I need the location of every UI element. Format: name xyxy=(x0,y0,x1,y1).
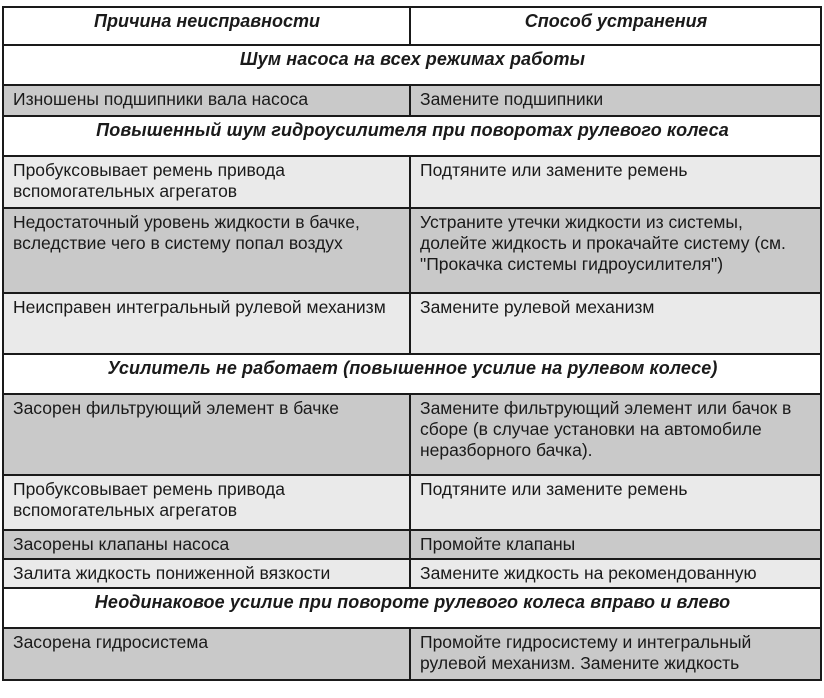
remedy-cell: Замените жидкость на рекомендованную xyxy=(410,559,821,588)
table-row xyxy=(3,530,821,559)
section-header xyxy=(3,354,821,394)
section-title: Усилитель не работает (повышенное усилие на рулевом колесе) xyxy=(3,354,821,394)
cause-cell: Пробуксовывает ремень привода вспомогательных агрегатов xyxy=(3,475,410,530)
cause-cell: Засорены клапаны насоса xyxy=(3,530,410,559)
remedy-cell: Замените фильтрующий элемент или бачок в сборе (в случае установки на автомобиле неразборного бачка). xyxy=(410,394,821,475)
table-row xyxy=(3,628,821,680)
table-row xyxy=(3,85,821,116)
cause-cell: Неисправен интегральный рулевой механизм xyxy=(3,293,410,354)
table-row xyxy=(3,156,821,208)
remedy-cell: Подтяните или замените ремень xyxy=(410,475,821,530)
remedy-cell: Подтяните или замените ремень xyxy=(410,156,821,208)
section-title: Неодинаковое усилие при повороте рулевого колеса вправо и влево xyxy=(3,588,821,628)
header-row xyxy=(3,7,821,45)
table-row xyxy=(3,208,821,293)
cause-cell: Недостаточный уровень жидкости в бачке, вследствие чего в систему попал воздух xyxy=(3,208,410,293)
remedy-cell: Промойте гидросистему и интегральный рулевой механизм. Замените жидкость xyxy=(410,628,821,680)
table-row xyxy=(3,475,821,530)
remedy-cell: Замените подшипники xyxy=(410,85,821,116)
section-header xyxy=(3,588,821,628)
table-row xyxy=(3,293,821,354)
section-title: Повышенный шум гидроусилителя при поворотах рулевого колеса xyxy=(3,116,821,156)
remedy-cell: Промойте клапаны xyxy=(410,530,821,559)
troubleshooting-table xyxy=(2,6,822,681)
table-row xyxy=(3,559,821,588)
section-header xyxy=(3,116,821,156)
cause-cell: Изношены подшипники вала насоса xyxy=(3,85,410,116)
header-cause: Причина неисправности xyxy=(3,7,410,45)
remedy-cell: Устраните утечки жидкости из системы, долейте жидкость и прокачайте систему (см. "Прокачка системы гидроусилителя") xyxy=(410,208,821,293)
header-remedy: Способ устранения xyxy=(410,7,821,45)
cause-cell: Пробуксовывает ремень привода вспомогательных агрегатов xyxy=(3,156,410,208)
section-title: Шум насоса на всех режимах работы xyxy=(3,45,821,85)
cause-cell: Залита жидкость пониженной вязкости xyxy=(3,559,410,588)
remedy-cell: Замените рулевой механизм xyxy=(410,293,821,354)
section-header xyxy=(3,45,821,85)
table-row xyxy=(3,394,821,475)
cause-cell: Засорена гидросистема xyxy=(3,628,410,680)
cause-cell: Засорен фильтрующий элемент в бачке xyxy=(3,394,410,475)
